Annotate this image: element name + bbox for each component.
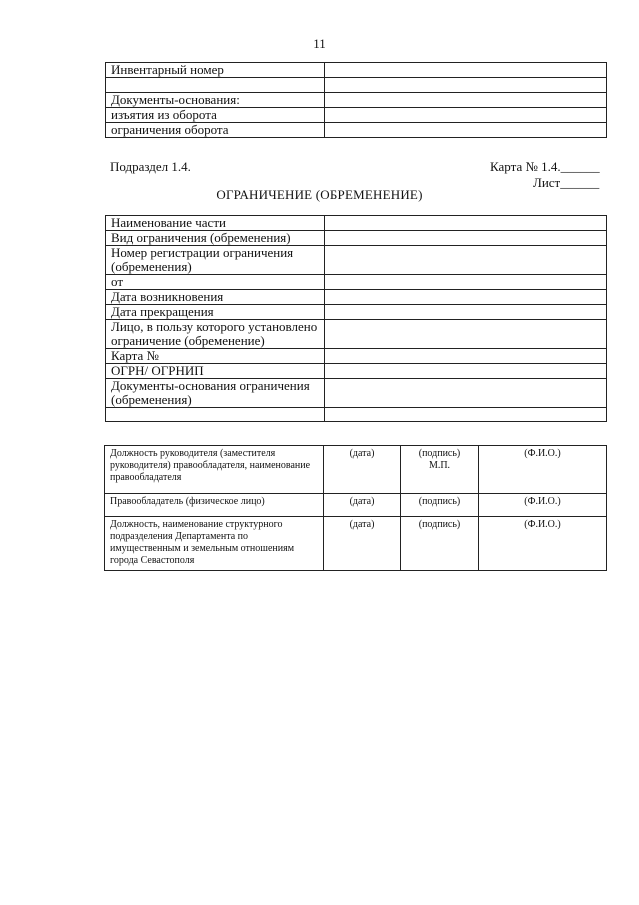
- field-label: ОГРН/ ОГРНИП: [106, 364, 325, 379]
- withdrawal-table: [105, 62, 607, 138]
- table-row: [106, 216, 607, 231]
- field-value[interactable]: [325, 78, 607, 93]
- field-value[interactable]: [325, 246, 607, 275]
- signature-table: [104, 445, 607, 571]
- full-name-cell[interactable]: (Ф.И.О.): [479, 517, 607, 571]
- field-value[interactable]: [325, 93, 607, 108]
- table-row: [106, 231, 607, 246]
- field-value[interactable]: [325, 231, 607, 246]
- signature-cell[interactable]: (подпись): [401, 494, 479, 517]
- field-label: Документы-основания ограничения (обременения): [106, 379, 325, 408]
- signature-row: [105, 446, 607, 494]
- signature-row: [105, 517, 607, 571]
- signature-cell[interactable]: [401, 446, 479, 494]
- table-row: [106, 123, 607, 138]
- field-value[interactable]: [325, 364, 607, 379]
- date-cell[interactable]: (дата): [324, 494, 401, 517]
- table-row: [106, 408, 607, 422]
- field-label: от: [106, 275, 325, 290]
- signatory-role: Правообладатель (физическое лицо): [105, 494, 324, 517]
- signatory-role: Должность руководителя (заместителя руководителя) правообладателя, наименование правообладателя: [105, 446, 324, 494]
- field-value[interactable]: [325, 379, 607, 408]
- table-row: [106, 246, 607, 275]
- field-value[interactable]: [325, 408, 607, 422]
- table-row: [106, 78, 607, 93]
- signatory-role: Должность, наименование структурного подразделения Департамента по имущественным и земельным отношениям города Севастополя: [105, 517, 324, 571]
- field-label: Карта №: [106, 349, 325, 364]
- table-row: [106, 275, 607, 290]
- sheet-label: Лист______: [533, 175, 600, 190]
- field-label: [106, 78, 325, 93]
- field-label: Дата прекращения: [106, 305, 325, 320]
- subsection-label: Подраздел 1.4.: [110, 159, 191, 174]
- date-cell[interactable]: (дата): [324, 517, 401, 571]
- field-value[interactable]: [325, 216, 607, 231]
- field-value[interactable]: [325, 108, 607, 123]
- date-cell[interactable]: (дата): [324, 446, 401, 494]
- field-label: [106, 408, 325, 422]
- field-label: Инвентарный номер: [106, 63, 325, 78]
- signature-cell[interactable]: (подпись): [401, 517, 479, 571]
- table-row: [106, 93, 607, 108]
- field-value[interactable]: [325, 275, 607, 290]
- field-value[interactable]: [325, 320, 607, 349]
- field-value[interactable]: [325, 349, 607, 364]
- table-row: [106, 305, 607, 320]
- full-name-cell[interactable]: (Ф.И.О.): [479, 446, 607, 494]
- card-number-label: Карта № 1.4.______: [490, 159, 600, 174]
- table-row: [106, 349, 607, 364]
- table-row: [106, 379, 607, 408]
- table-row: [106, 364, 607, 379]
- table-row: [106, 108, 607, 123]
- field-value[interactable]: [325, 290, 607, 305]
- page-number: 11: [313, 36, 326, 51]
- encumbrance-table: [105, 215, 607, 422]
- field-label: Лицо, в пользу которого установлено ограничение (обременение): [106, 320, 325, 349]
- field-label: Дата возникновения: [106, 290, 325, 305]
- full-name-cell[interactable]: (Ф.И.О.): [479, 494, 607, 517]
- field-value[interactable]: [325, 305, 607, 320]
- signature-row: [105, 494, 607, 517]
- table-row: [106, 320, 607, 349]
- field-label: Номер регистрации ограничения (обременения): [106, 246, 325, 275]
- stamp-caption: М.П.: [428, 460, 451, 471]
- signature-caption: (подпись): [418, 448, 461, 459]
- field-label: изъятия из оборота: [106, 108, 325, 123]
- table-row: [106, 63, 607, 78]
- field-label: ограничения оборота: [106, 123, 325, 138]
- field-label: Наименование части: [106, 216, 325, 231]
- field-label: Документы-основания:: [106, 93, 325, 108]
- table-row: [106, 290, 607, 305]
- field-label: Вид ограничения (обременения): [106, 231, 325, 246]
- field-value[interactable]: [325, 63, 607, 78]
- field-value[interactable]: [325, 123, 607, 138]
- section-title: ОГРАНИЧЕНИЕ (ОБРЕМЕНЕНИЕ): [216, 187, 423, 202]
